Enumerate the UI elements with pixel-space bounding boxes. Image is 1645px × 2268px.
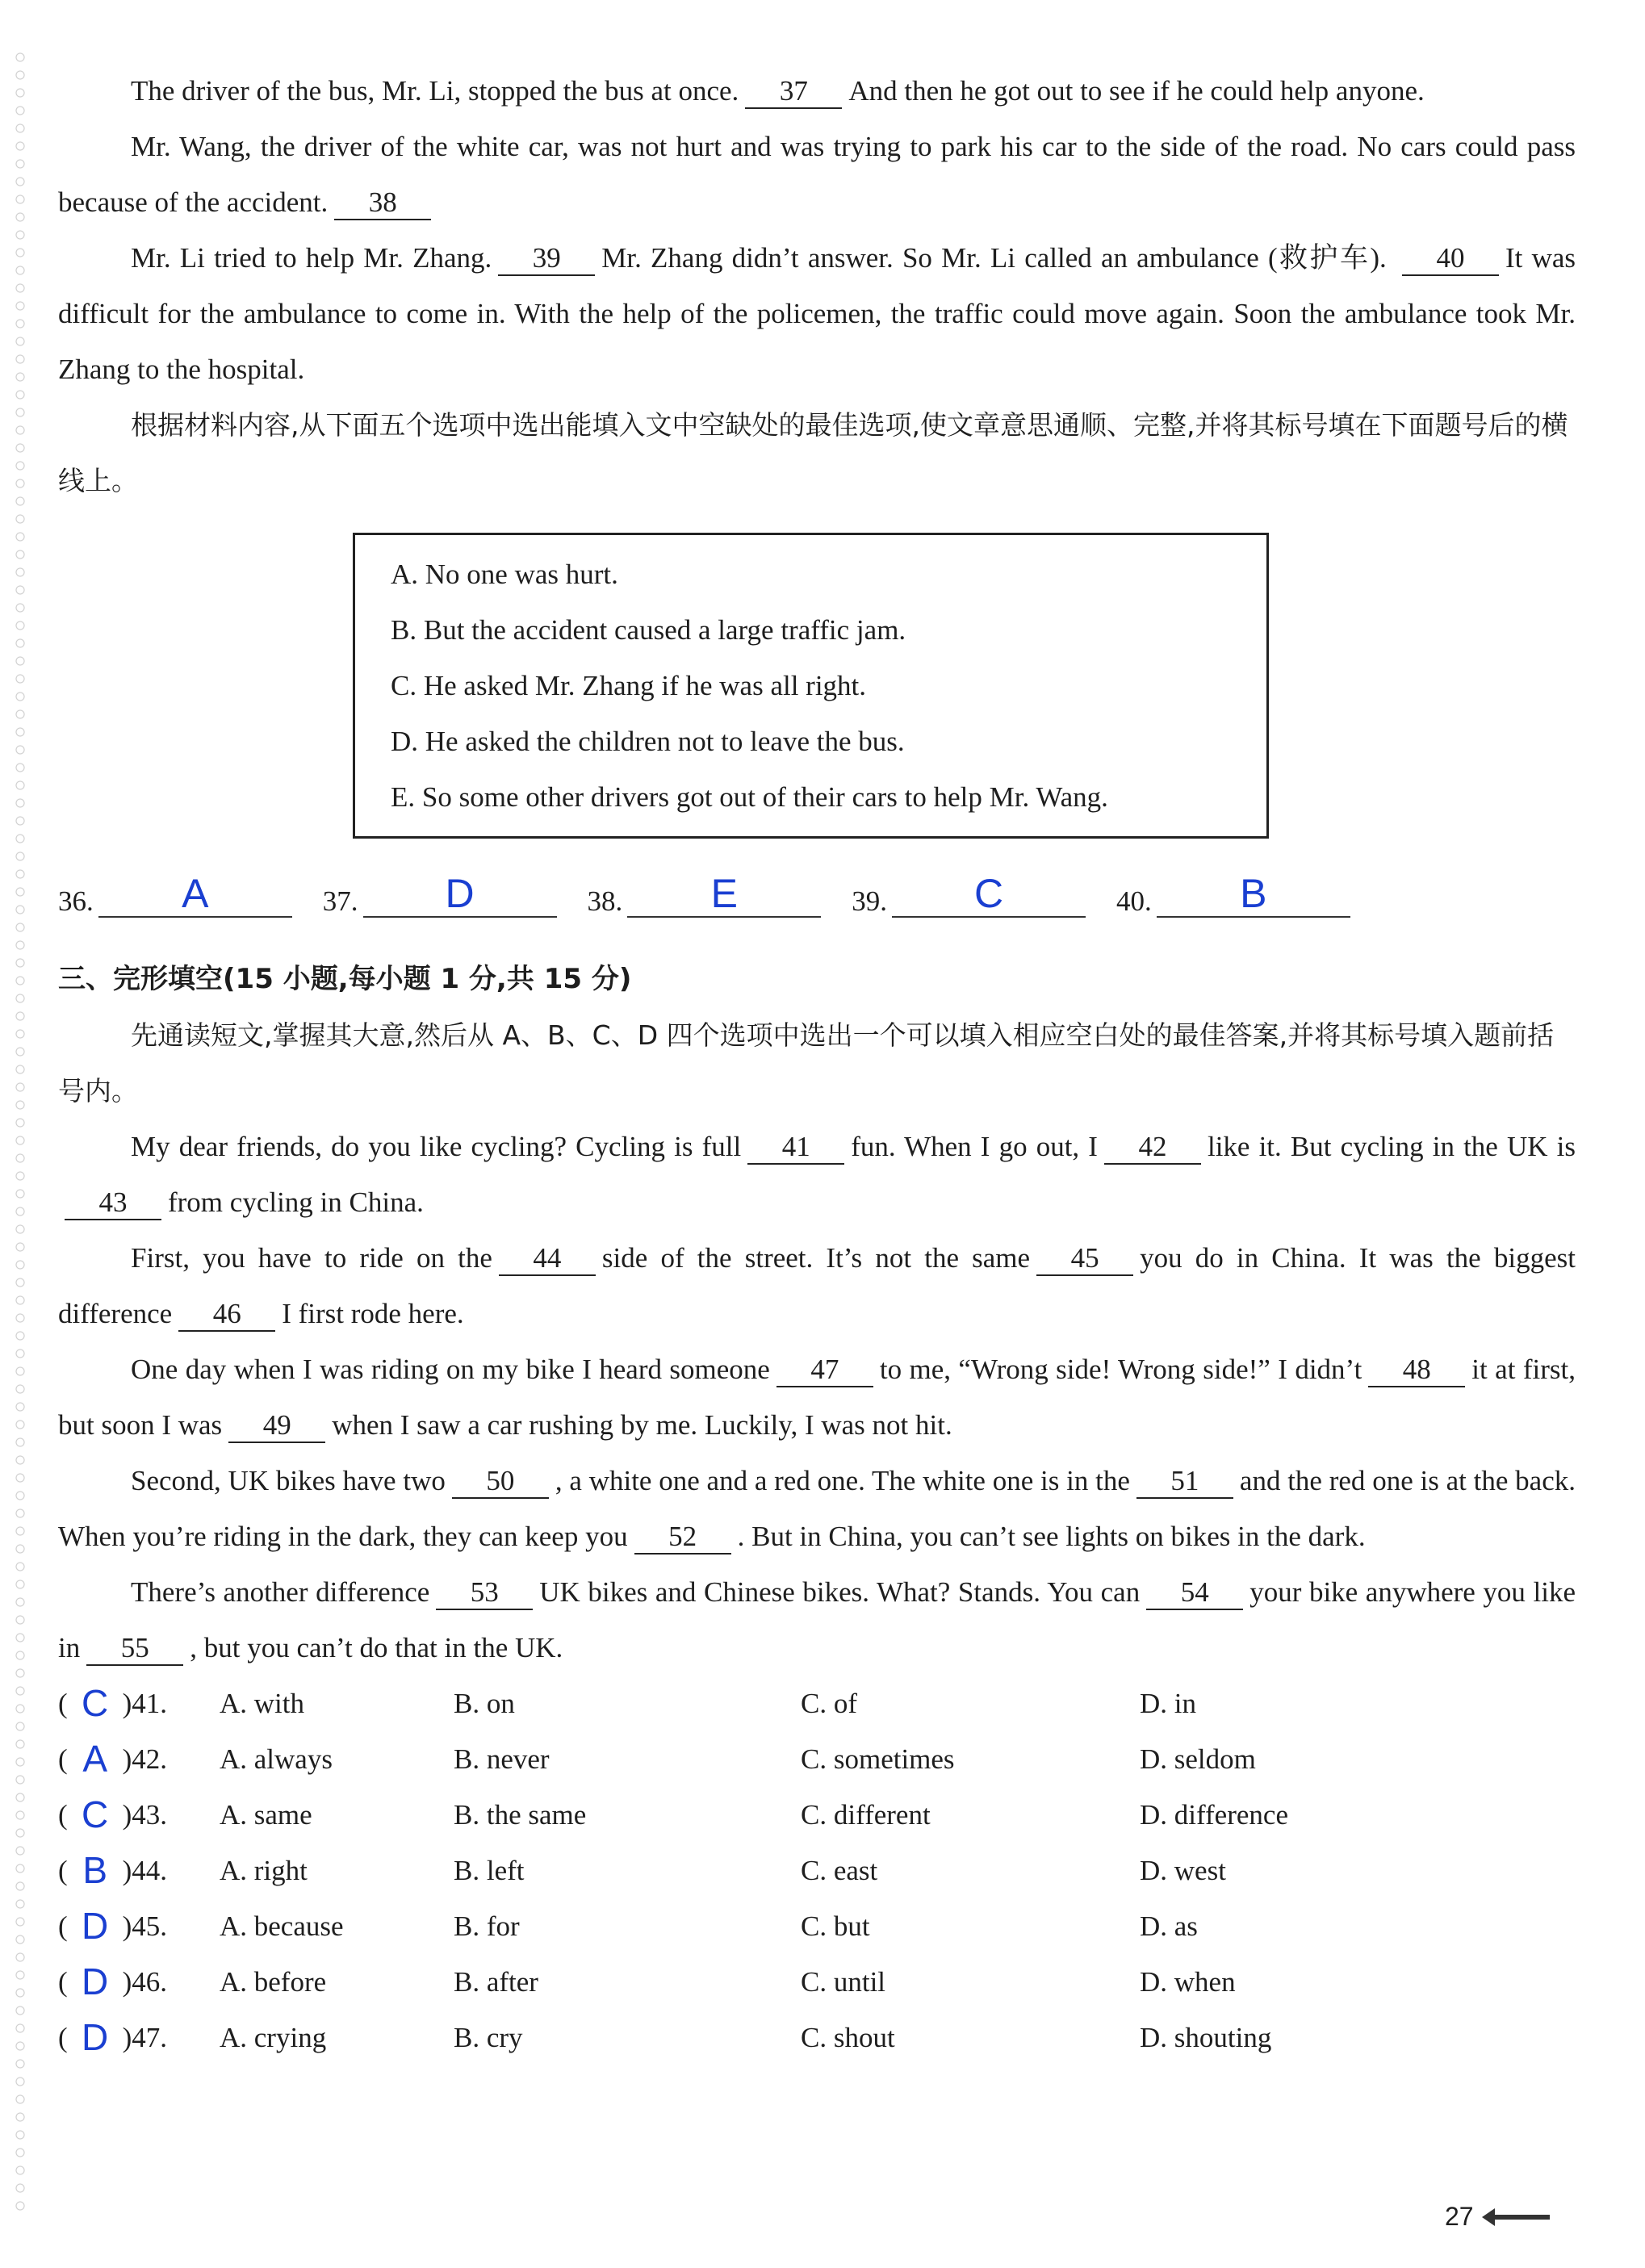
passage-paragraph-1: The driver of the bus, Mr. Li, stopped the bus at once. 37 And then he got out to see if he could help anyone.: [58, 63, 1576, 119]
answer-36-field[interactable]: A: [98, 871, 292, 918]
blank-45: 45: [1036, 1242, 1133, 1276]
answer-mark-44[interactable]: B: [82, 1849, 107, 1891]
question-45: ( D )45. A. because B. for C. but D. as: [58, 1898, 1576, 1954]
blank-54: 54: [1146, 1576, 1243, 1610]
choice-c[interactable]: C. but: [801, 1910, 870, 1942]
blank-38: 38: [334, 186, 431, 220]
option-e: E. So some other drivers got out of their cars to help Mr. Wang.: [391, 781, 1108, 813]
answer-38: 38. E: [588, 871, 822, 918]
blank-42: 42: [1104, 1131, 1201, 1165]
passage-paragraph-3: Mr. Li tried to help Mr. Zhang. 39 Mr. Zhang didn’t answer. So Mr. Li called an ambulance (救护车). 40 It was difficult for the ambulance to come in. With the help of the policemen, the traffic could move again. Soon the ambulance took Mr. Zhang to the hospital.: [58, 242, 1576, 385]
cloze-paragraph-2: First, you have to ride on the 44 side of the street. It’s not the same 45 you do in China. It was the biggest difference 46 I first rode here.: [58, 1230, 1576, 1341]
blank-40: 40: [1402, 242, 1499, 276]
blank-55: 55: [86, 1632, 183, 1666]
cloze-paragraph-5: There’s another difference 53 UK bikes and Chinese bikes. What? Stands. You can 54 your bike anywhere you like in 55 , but you can’t do that in the UK.: [58, 1564, 1576, 1676]
page-number: 27: [1445, 2202, 1474, 2231]
blank-43: 43: [65, 1186, 161, 1220]
choice-d[interactable]: D. west: [1140, 1855, 1226, 1886]
blank-44: 44: [499, 1242, 596, 1276]
answer-mark-42[interactable]: A: [82, 1738, 107, 1780]
answer-mark-43[interactable]: C: [82, 1793, 109, 1835]
answer-38-field[interactable]: E: [627, 871, 821, 918]
choice-a[interactable]: A. before: [220, 1966, 327, 1998]
question-43: ( C )43. A. same B. the same C. different D. difference: [58, 1787, 1576, 1843]
section-3-title: 三、完形填空(15 小题,每小题 1 分,共 15 分): [58, 963, 632, 995]
choice-a[interactable]: A. same: [220, 1799, 312, 1831]
blank-52: 52: [634, 1521, 731, 1555]
choice-a[interactable]: A. because: [220, 1910, 344, 1942]
choice-d[interactable]: D. when: [1140, 1966, 1236, 1998]
choice-d[interactable]: D. shouting: [1140, 2022, 1272, 2053]
question-list: [58, 1676, 1576, 2065]
choice-b[interactable]: B. never: [454, 1743, 550, 1775]
answer-36: 36. A: [58, 871, 292, 918]
option-c: C. He asked Mr. Zhang if he was all right.: [391, 670, 867, 701]
question-46: ( D )46. A. before B. after C. until D. when: [58, 1954, 1576, 2010]
blank-53: 53: [436, 1576, 533, 1610]
question-42: ( A )42. A. always B. never C. sometimes D. seldom: [58, 1731, 1576, 1787]
choice-c[interactable]: C. sometimes: [801, 1743, 955, 1775]
question-47: ( D )47. A. crying B. cry C. shout D. shouting: [58, 2010, 1576, 2065]
choice-a[interactable]: A. right: [220, 1855, 308, 1886]
cloze-paragraph-3: One day when I was riding on my bike I heard someone 47 to me, “Wrong side! Wrong side!” I didn’t 48 it at first, but soon I was 49 when I saw a car rushing by me. Luckily, I was not hit.: [58, 1341, 1576, 1453]
option-a: A. No one was hurt.: [391, 559, 618, 590]
option-b: B. But the accident caused a large traffic jam.: [391, 614, 906, 646]
section-instruction: 根据材料内容,从下面五个选项中选出能填入文中空缺处的最佳选项,使文章意思通顺、完整,并将其标号填在下面题号后的横线上。: [58, 409, 1568, 496]
blank-49: 49: [228, 1409, 325, 1443]
choice-d[interactable]: D. difference: [1140, 1799, 1288, 1831]
choice-d[interactable]: D. seldom: [1140, 1743, 1256, 1775]
choice-b[interactable]: B. left: [454, 1855, 525, 1886]
choice-c[interactable]: C. east: [801, 1855, 878, 1886]
blank-39: 39: [498, 242, 595, 276]
blank-51: 51: [1136, 1465, 1233, 1499]
blank-46: 46: [178, 1298, 275, 1332]
choice-b[interactable]: B. for: [454, 1910, 520, 1942]
section-3-instruction: 先通读短文,掌握其大意,然后从 A、B、C、D 四个选项中选出一个可以填入相应空白处的最佳答案,并将其标号填入题前括号内。: [58, 1019, 1555, 1107]
choice-a[interactable]: A. always: [220, 1743, 333, 1775]
cloze-paragraph-4: Second, UK bikes have two 50 , a white one and a red one. The white one is in the 51 and the red one is at the back. When you’re riding in the dark, they can keep you 52 . But in China, you can’t see lights on bikes in the dark.: [58, 1453, 1576, 1564]
answer-row: [58, 853, 1576, 918]
options-box: [353, 533, 1269, 839]
question-41: ( C )41. A. with B. on C. of D. in: [58, 1676, 1576, 1731]
choice-a[interactable]: A. with: [220, 1688, 304, 1719]
passage-paragraph-2: Mr. Wang, the driver of the white car, was not hurt and was trying to park his car to the side of the road. No cars could pass because of the accident. 38: [58, 119, 1576, 230]
answer-40: 40. B: [1116, 871, 1350, 918]
cloze-paragraph-1: My dear friends, do you like cycling? Cycling is full 41 fun. When I go out, I 42 like it. But cycling in the UK is43 from cycling in China.: [58, 1119, 1576, 1230]
blank-37: 37: [745, 75, 842, 109]
choice-b[interactable]: B. cry: [454, 2022, 523, 2053]
answer-mark-46[interactable]: D: [82, 1960, 109, 2002]
blank-50: 50: [452, 1465, 549, 1499]
choice-d[interactable]: D. as: [1140, 1910, 1198, 1942]
choice-c[interactable]: C. until: [801, 1966, 886, 1998]
choice-c[interactable]: C. of: [801, 1688, 857, 1719]
choice-b[interactable]: B. after: [454, 1966, 538, 1998]
answer-37-field[interactable]: D: [363, 871, 557, 918]
option-d: D. He asked the children not to leave the bus.: [391, 726, 905, 757]
binding-edge-decoration: [11, 48, 29, 2212]
answer-39-field[interactable]: C: [892, 871, 1086, 918]
choice-c[interactable]: C. shout: [801, 2022, 895, 2053]
page-content: [58, 63, 1576, 2065]
choice-b[interactable]: B. on: [454, 1688, 515, 1719]
blank-41: 41: [747, 1131, 844, 1165]
choice-d[interactable]: D. in: [1140, 1688, 1196, 1719]
arrow-left-icon: [1493, 2215, 1550, 2220]
blank-47: 47: [776, 1354, 873, 1387]
blank-48: 48: [1368, 1354, 1465, 1387]
answer-40-field[interactable]: B: [1157, 871, 1350, 918]
choice-b[interactable]: B. the same: [454, 1799, 587, 1831]
question-44: ( B )44. A. right B. left C. east D. west: [58, 1843, 1576, 1898]
answer-37: 37. D: [323, 871, 557, 918]
answer-39: 39. C: [852, 871, 1086, 918]
answer-mark-41[interactable]: C: [82, 1682, 109, 1724]
answer-mark-45[interactable]: D: [82, 1905, 109, 1947]
choice-c[interactable]: C. different: [801, 1799, 931, 1831]
choice-a[interactable]: A. crying: [220, 2022, 327, 2053]
answer-mark-47[interactable]: D: [82, 2016, 109, 2058]
